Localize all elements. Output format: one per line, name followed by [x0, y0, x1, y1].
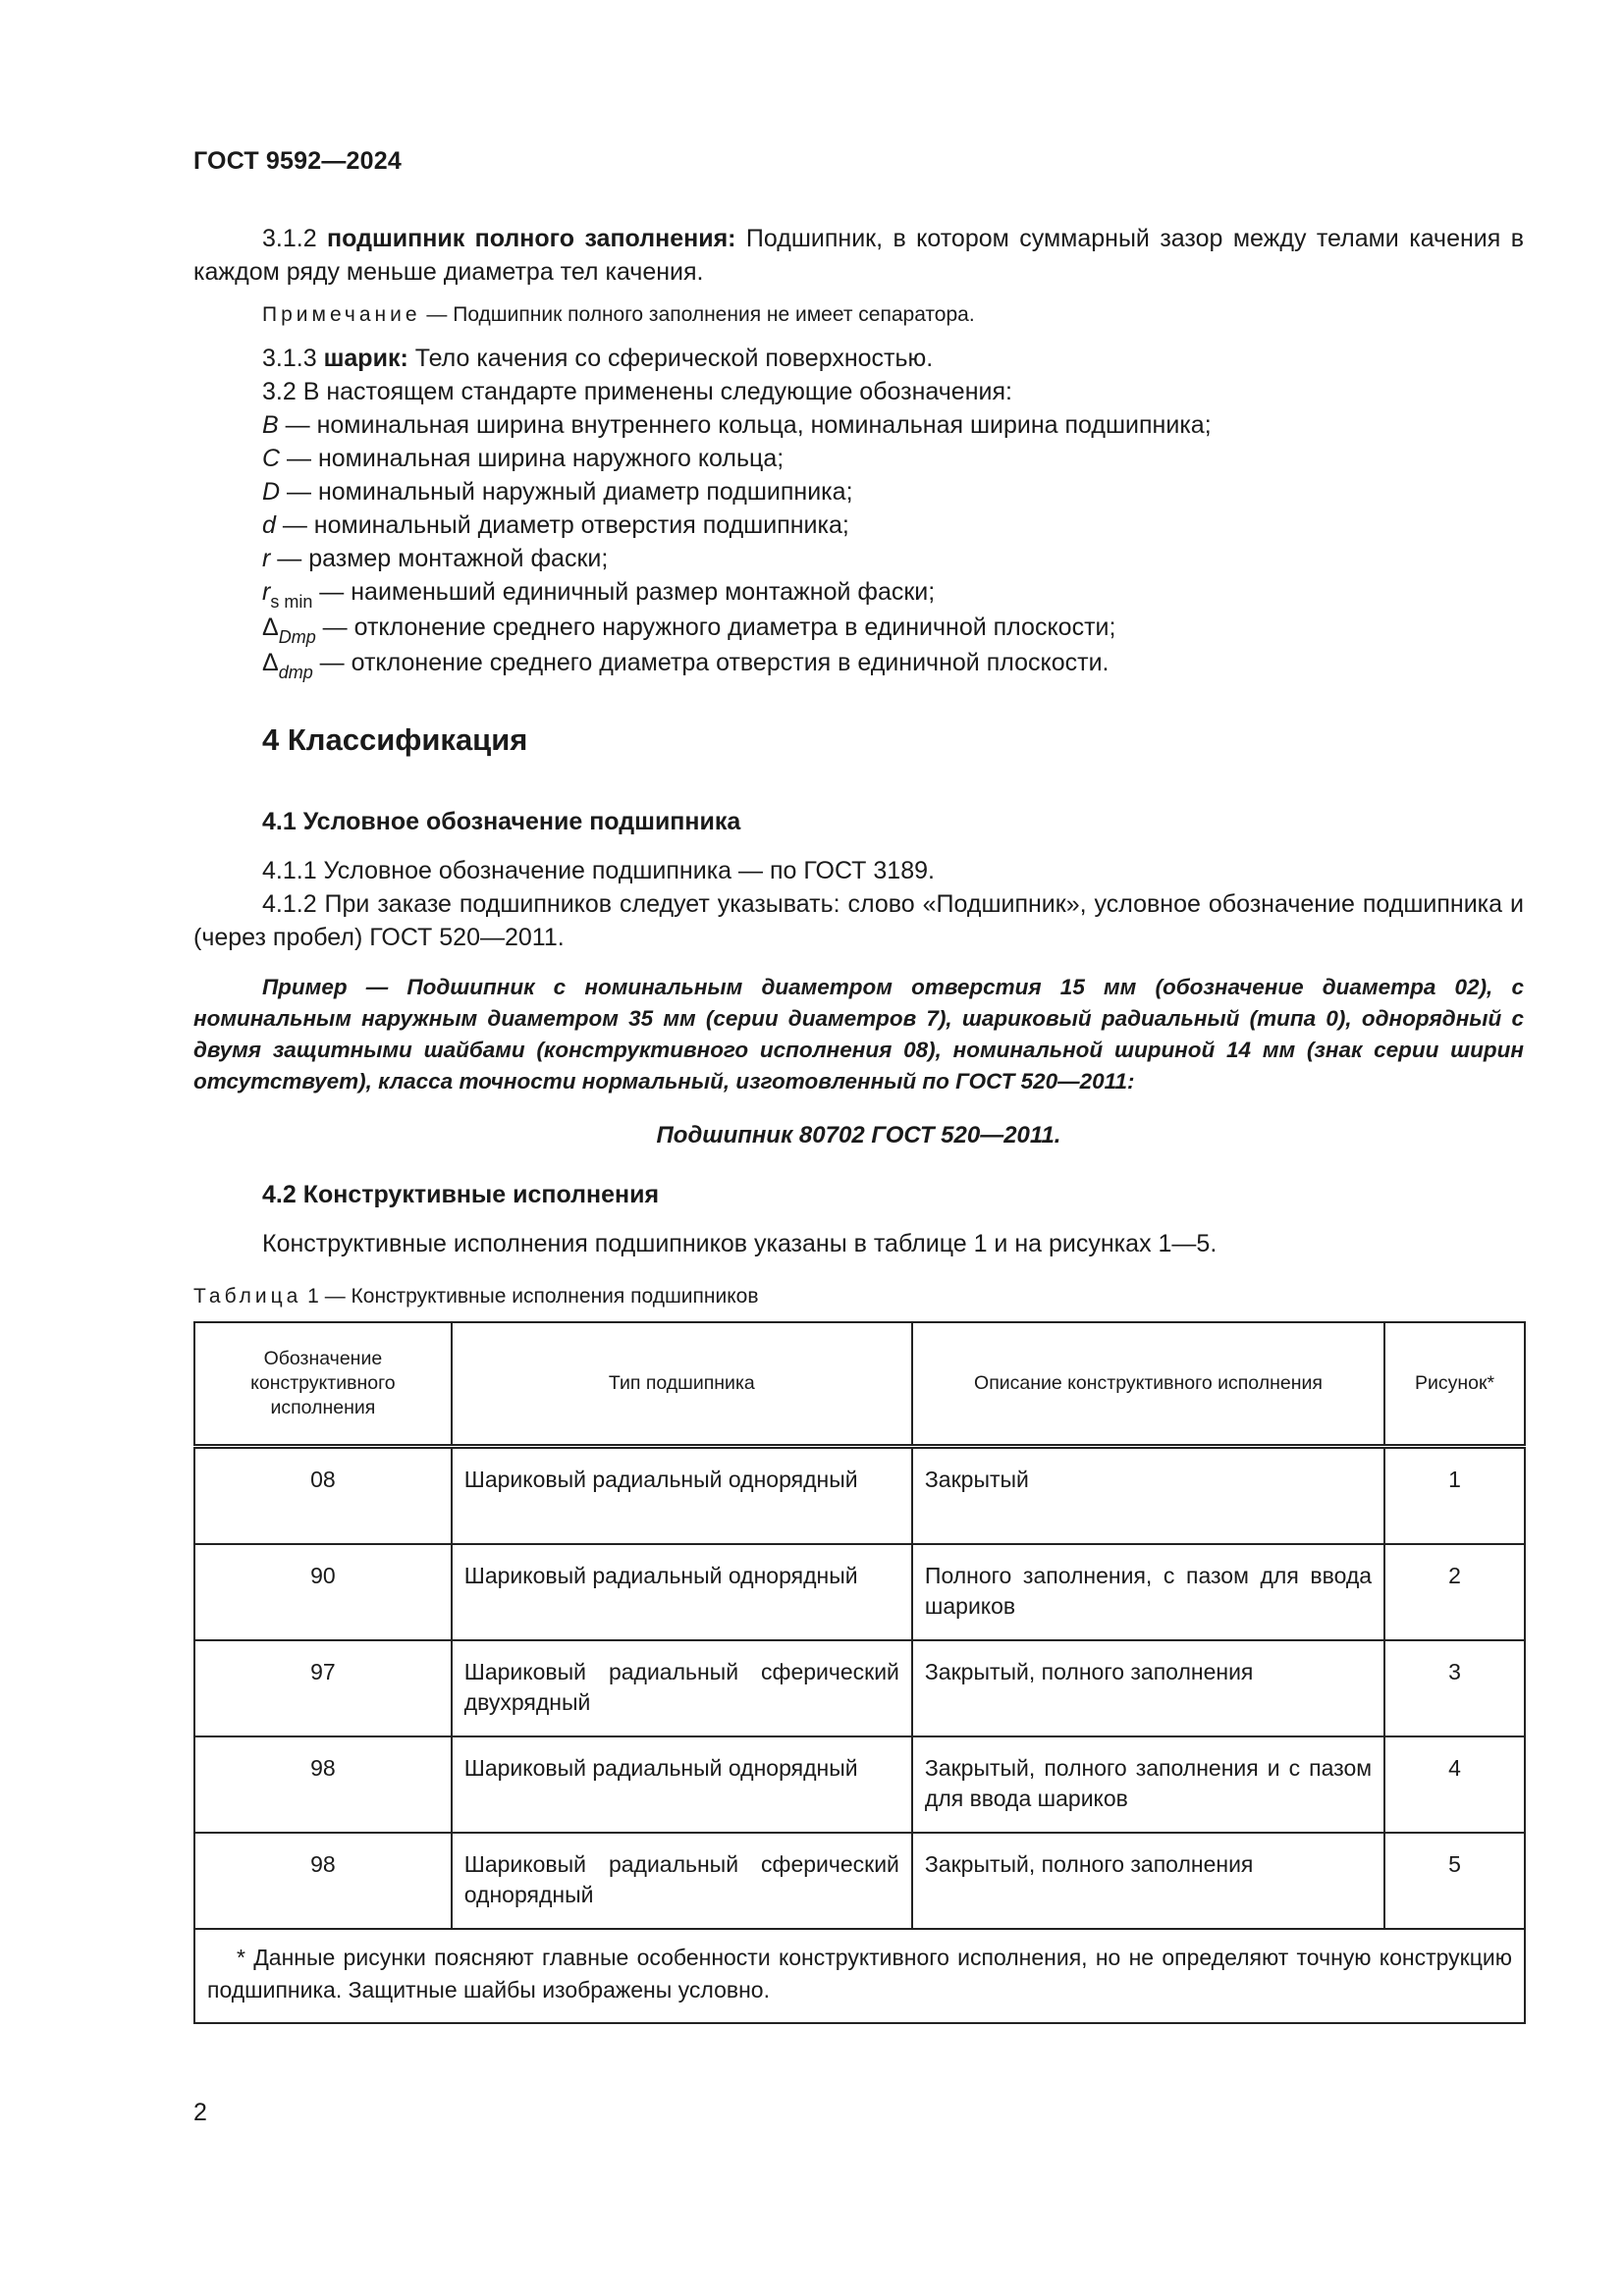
symbol-desc: — наименьший единичный размер монтажной фаски; — [312, 578, 936, 606]
column-header-code: Обозначение конструктивного исполнения — [194, 1322, 452, 1447]
cell-description: Закрытый, полного заполнения и с пазом для ввода шариков — [912, 1736, 1384, 1833]
symbol-item — [193, 575, 1524, 611]
design-variants-table — [193, 1321, 1526, 2024]
cell-description: Закрытый, полного заполнения — [912, 1640, 1384, 1736]
symbol-item — [193, 646, 1524, 681]
cell-code: 98 — [194, 1736, 452, 1833]
clause-text: Подшипник, в котором суммарный зазор между телами качения в каждом ряду меньше диаметра тел качения. — [193, 225, 1524, 286]
section-heading-4: 4 Классификация — [262, 722, 528, 757]
cell-figure: 5 — [1384, 1833, 1525, 1929]
section-heading-4-1: 4.1 Условное обозначение подшипника — [262, 808, 741, 835]
cell-type: Шариковый радиальный сферический однорядный — [452, 1833, 912, 1929]
cell-description: Закрытый — [912, 1447, 1384, 1545]
symbol-item — [193, 508, 1524, 542]
clause-3-1-3 — [193, 342, 1524, 375]
cell-figure: 4 — [1384, 1736, 1525, 1833]
cell-figure: 1 — [1384, 1447, 1525, 1545]
clause-4-1-1: 4.1.1 Условное обозначение подшипника — по ГОСТ 3189. — [262, 857, 935, 884]
cell-type: Шариковый радиальный однорядный — [452, 1544, 912, 1640]
table-row — [194, 1544, 1525, 1640]
symbol-desc: — номинальный наружный диаметр подшипника; — [280, 478, 853, 506]
column-header-type: Тип подшипника — [452, 1322, 912, 1447]
table-row — [194, 1736, 1525, 1833]
symbol-item — [193, 442, 1524, 475]
cell-figure: 3 — [1384, 1640, 1525, 1736]
cell-code: 08 — [194, 1447, 452, 1545]
symbol: C — [262, 445, 281, 472]
section-heading-4-2: 4.2 Конструктивные исполнения — [262, 1181, 660, 1208]
clause-4-1-2: 4.1.2 При заказе подшипников следует указывать: слово «Подшипник», условное обозначение подшипника и (через пробел) ГОСТ 520—2011. — [193, 890, 1524, 951]
symbol-item — [193, 408, 1524, 442]
symbol-desc: — номинальная ширина внутреннего кольца, номинальная ширина подшипника; — [278, 411, 1212, 439]
symbol-item — [193, 475, 1524, 508]
cell-code: 90 — [194, 1544, 452, 1640]
column-header-figure: Рисунок* — [1384, 1322, 1525, 1447]
symbol-subscript: s min — [270, 592, 313, 612]
symbol-subscript: dmp — [278, 663, 313, 682]
symbol-desc: — номинальная ширина наружного кольца; — [280, 445, 785, 472]
symbol-desc: — номинальный диаметр отверстия подшипника; — [275, 511, 849, 539]
table-caption-text: 1 — Конструктивные исполнения подшипников — [301, 1285, 759, 1308]
clause-3-2: 3.2 В настоящем стандарте применены следующие обозначения: — [262, 378, 1012, 405]
clause-text: Тело качения со сферической поверхностью. — [414, 345, 934, 372]
document-header: ГОСТ 9592—2024 — [193, 147, 402, 175]
clause-term: шарик: — [323, 345, 408, 372]
table-caption-label: Таблица — [193, 1285, 302, 1308]
symbol-desc: — размер монтажной фаски; — [270, 545, 609, 572]
symbol: B — [262, 411, 279, 439]
cell-type: Шариковый радиальный сферический двухрядный — [452, 1640, 912, 1736]
clause-number: 3.1.2 — [262, 225, 317, 252]
table-footnote: * Данные рисунки поясняют главные особенности конструктивного исполнения, но не определяют точную конструкцию подшипника. Защитные шайбы изображены условно. — [194, 1929, 1525, 2023]
cell-code: 98 — [194, 1833, 452, 1929]
cell-code: 97 — [194, 1640, 452, 1736]
cell-figure: 2 — [1384, 1544, 1525, 1640]
table-caption — [193, 1282, 1524, 1311]
symbol: r — [262, 545, 271, 572]
table-row — [194, 1640, 1525, 1736]
note-text: — Подшипник полного заполнения не имеет сепаратора. — [426, 303, 975, 326]
page-number: 2 — [193, 2099, 207, 2126]
clause-4-2-text: Конструктивные исполнения подшипников указаны в таблице 1 и на рисунках 1—5. — [262, 1230, 1218, 1257]
symbol-item — [193, 611, 1524, 646]
table-row — [194, 1447, 1525, 1545]
table-row — [194, 1833, 1525, 1929]
symbol: d — [262, 511, 276, 539]
cell-type: Шариковый радиальный однорядный — [452, 1447, 912, 1545]
cell-type: Шариковый радиальный однорядный — [452, 1736, 912, 1833]
note-label: Примечание — [262, 303, 421, 326]
example-result: Подшипник 80702 ГОСТ 520—2011. — [656, 1122, 1061, 1148]
cell-description: Полного заполнения, с пазом для ввода шариков — [912, 1544, 1384, 1640]
document-body — [193, 222, 1524, 2024]
table-header-row — [194, 1322, 1525, 1447]
example-text: Пример — Подшипник с номинальным диаметром отверстия 15 мм (обозначение диаметра 02), с номинальным наружным диаметром 35 мм (серии диаметров 7), шариковый радиальный (типа 0), однорядный с двумя защитными шайбами (конструктивного исполнения 08), номинальной шириной 14 мм (знак серии ширин отсутствует), класса точности нормальный, изготовленный по ГОСТ 520—2011: — [193, 975, 1524, 1094]
symbol-list — [193, 408, 1524, 681]
symbol: D — [262, 478, 281, 506]
clause-3-1-2 — [193, 222, 1524, 289]
symbol-desc: — отклонение среднего наружного диаметра в единичной плоскости; — [315, 614, 1116, 641]
symbol-desc: — отклонение среднего диаметра отверстия в единичной плоскости. — [312, 649, 1110, 676]
symbol: Δ — [262, 649, 279, 676]
symbol: Δ — [262, 614, 279, 641]
symbol-subscript: Dmp — [278, 627, 316, 647]
cell-description: Закрытый, полного заполнения — [912, 1833, 1384, 1929]
symbol: r — [262, 578, 271, 606]
table-footnote-row — [194, 1929, 1525, 2023]
symbol-item — [193, 542, 1524, 575]
clause-term: подшипник полного заполнения: — [327, 225, 736, 252]
column-header-description: Описание конструктивного исполнения — [912, 1322, 1384, 1447]
note — [193, 300, 1524, 330]
clause-number: 3.1.3 — [262, 345, 317, 372]
